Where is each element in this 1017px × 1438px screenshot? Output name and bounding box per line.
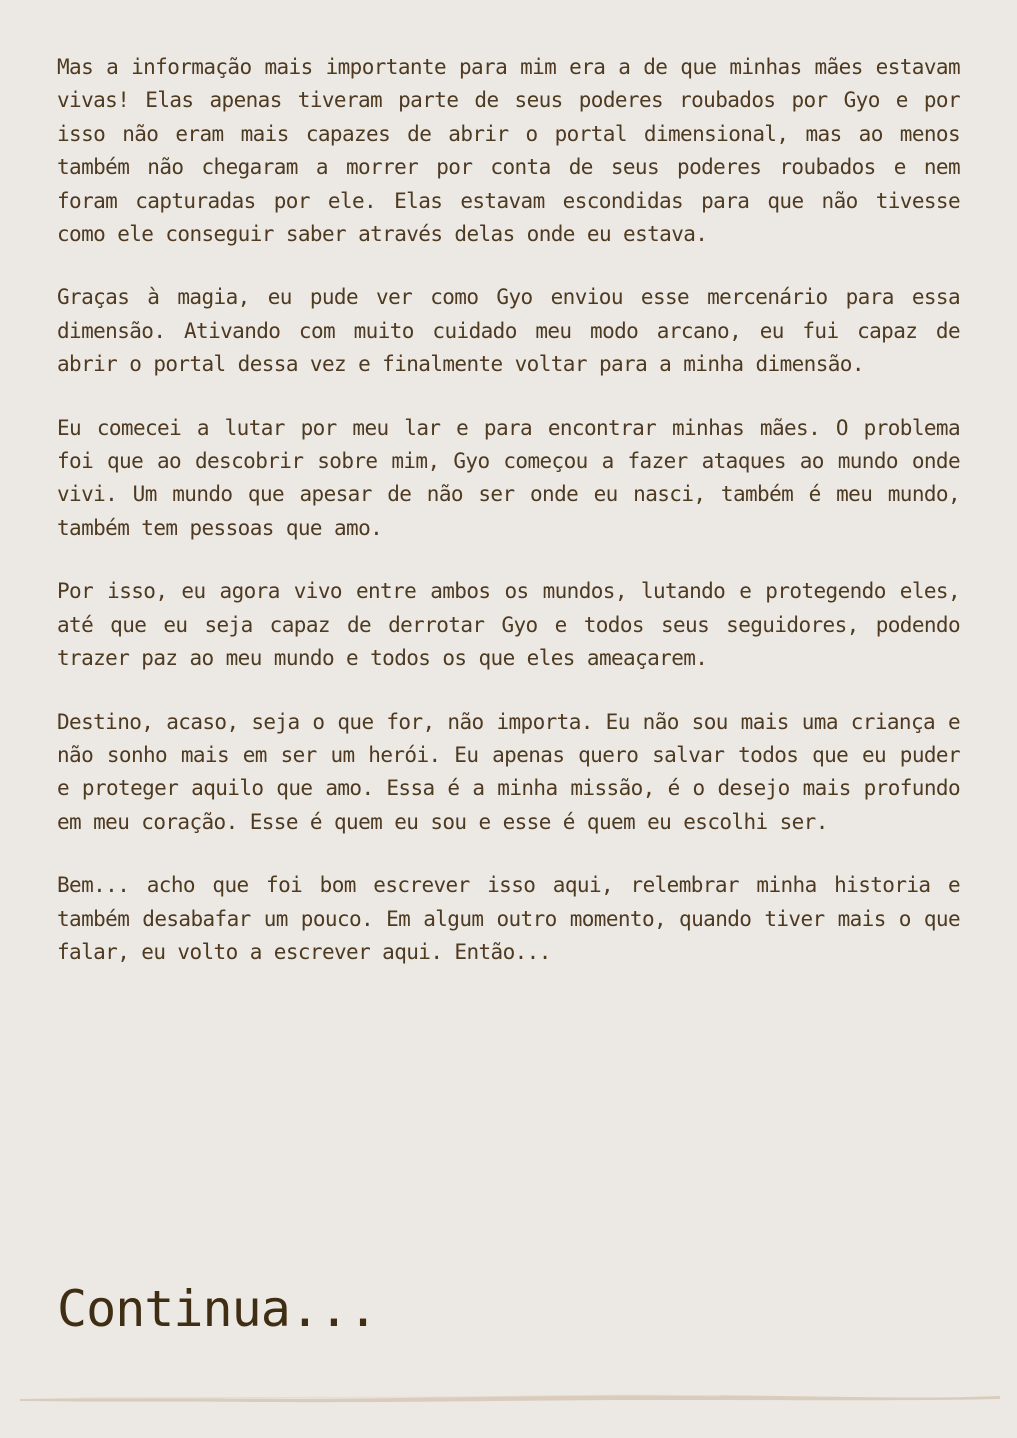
closing-heading: Continua... xyxy=(57,1280,378,1338)
story-body xyxy=(57,51,960,999)
paragraph-1: Mas a informação mais importante para mim era a de que minhas mães estavam vivas! Elas apenas tiveram parte de seus poderes roubados por Gyo e por isso não eram mais capazes de abrir o portal dimensional, mas ao menos também não chegaram a morrer por conta de seus poderes roubados e nem foram capturadas por ele. Elas estavam escondidas para que não tivesse como ele conseguir saber através delas onde eu estava. xyxy=(57,55,960,247)
paragraph-2: Graças à magia, eu pude ver como Gyo enviou esse mercenário para essa dimensão. Ativando com muito cuidado meu modo arcano, eu fui capaz de abrir o portal dessa vez e finalmente voltar para a minha dimensão. xyxy=(57,285,960,377)
paragraph-5: Destino, acaso, seja o que for, não importa. Eu não sou mais uma criança e não sonho mais em ser um herói. Eu apenas quero salvar todos que eu puder e proteger aquilo que amo. Essa é a minha missão, é o desejo mais profundo em meu coração. Esse é quem eu sou e esse é quem eu escolhi ser. xyxy=(57,709,960,834)
paragraph-3: Eu comecei a lutar por meu lar e para encontrar minhas mães. O problema foi que ao descobrir sobre mim, Gyo começou a fazer ataques ao mundo onde vivi. Um mundo que apesar de não ser onde eu nasci, também é meu mundo, também tem pessoas que amo. xyxy=(57,415,960,540)
paragraph-4: Por isso, eu agora vivo entre ambos os mundos, lutando e protegendo eles, até que eu seja capaz de derrotar Gyo e todos seus seguidores, podendo trazer paz ao meu mundo e todos os que eles ameaçarem. xyxy=(57,579,960,671)
paragraph-6: Bem... acho que foi bom escrever isso aqui, relembrar minha historia e também desabafar um pouco. Em algum outro momento, quando tiver mais o que falar, eu volto a escrever aqui. Então... xyxy=(57,873,960,964)
brush-divider xyxy=(20,1388,1000,1406)
